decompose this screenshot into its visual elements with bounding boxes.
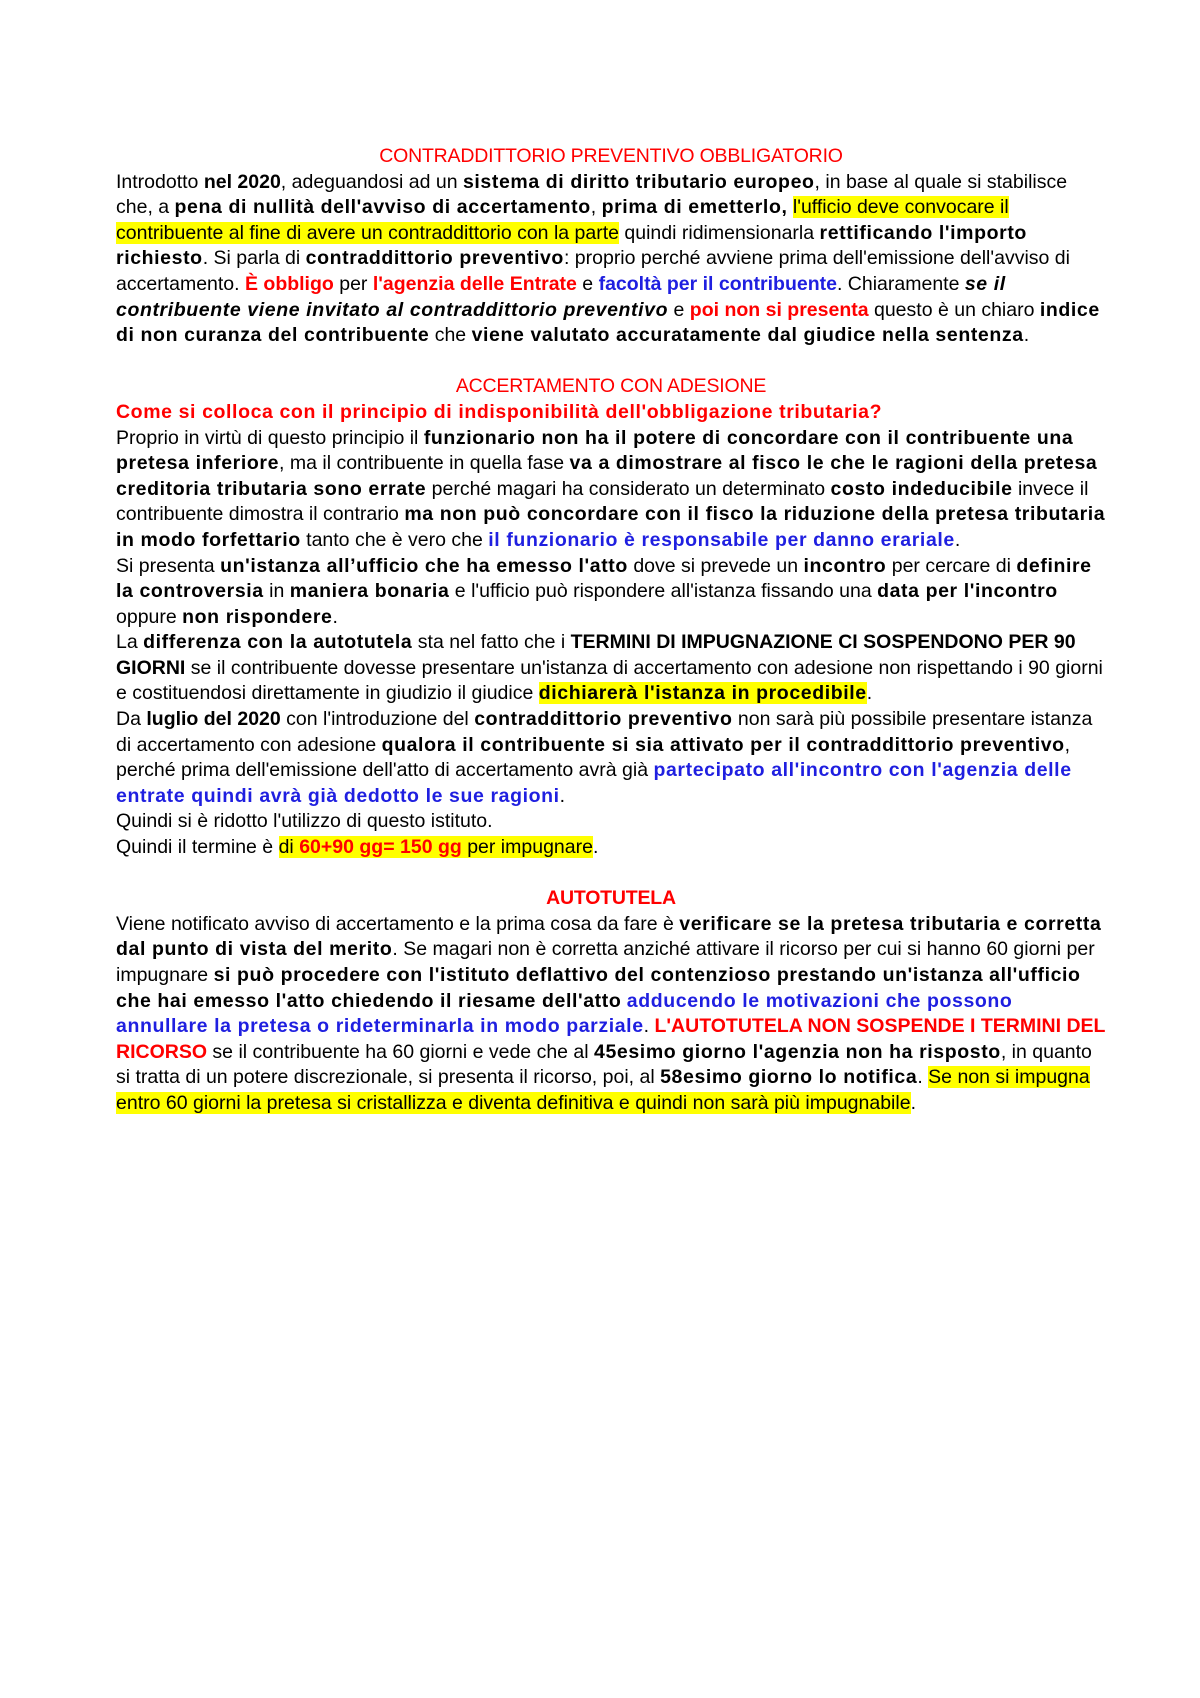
text-run: Come si colloca con il principio di indisponibilità dell'obbligazione tributaria? bbox=[116, 400, 883, 423]
paragraph bbox=[116, 707, 1106, 809]
text-run: Si presenta bbox=[116, 554, 221, 577]
text-run: di bbox=[278, 836, 300, 859]
text-run: il funzionario è responsabile per danno erariale bbox=[488, 528, 955, 551]
text-run: costo indeducibile bbox=[830, 477, 1013, 500]
text-run: contraddittorio preventivo bbox=[474, 708, 733, 731]
paragraph bbox=[116, 426, 1106, 554]
text-run: va a dimostrare al fisco le che le ragioni della pretesa creditoria tributaria sono errate bbox=[116, 452, 1098, 500]
text-run: che bbox=[429, 324, 472, 347]
text-run: Proprio in virtù di questo principio il bbox=[116, 426, 424, 449]
section-paragraphs bbox=[116, 400, 1106, 861]
text-run: poi non si presenta bbox=[689, 298, 869, 321]
section-paragraphs bbox=[116, 912, 1106, 1117]
paragraph bbox=[116, 170, 1106, 349]
text-run: e l'ufficio può rispondere all'istanza fissando una bbox=[449, 580, 878, 603]
text-run: l'agenzia delle Entrate bbox=[372, 272, 577, 295]
text-run: dove si prevede un bbox=[627, 554, 804, 577]
text-run: 45esimo giorno l'agenzia non ha risposto bbox=[594, 1040, 1001, 1063]
text-run: : proprio perché avviene prima dell'emissione dell'avviso di accertamento. bbox=[116, 247, 1070, 295]
text-run: La bbox=[116, 631, 144, 654]
text-run: . bbox=[917, 1066, 929, 1089]
text-run: . bbox=[332, 605, 338, 628]
text-run: in bbox=[263, 580, 290, 603]
paragraph bbox=[116, 400, 1106, 426]
text-run: È obbligo bbox=[244, 272, 334, 295]
text-run: funzionario non ha il potere di concordare con il contribuente una pretesa inferiore bbox=[116, 426, 1074, 475]
section-title: ACCERTAMENTO CON ADESIONE bbox=[455, 375, 767, 398]
text-run: per bbox=[333, 272, 373, 295]
text-run: contraddittorio preventivo bbox=[305, 247, 564, 270]
text-run: Quindi si è ridotto l'utilizzo di questo istituto. bbox=[116, 810, 493, 833]
text-run: L'AUTOTUTELA NON SOSPENDE I TERMINI DEL RICORSO bbox=[116, 1015, 1106, 1063]
section-title: CONTRADDITTORIO PREVENTIVO OBBLIGATORIO bbox=[379, 145, 843, 167]
text-run: si può procedere con l'istituto deflattivo del contenzioso prestando un'istanza all'ufficio che hai emesso l'atto chiedendo il riesame dell'atto bbox=[116, 964, 1081, 1012]
text-run: , bbox=[590, 196, 602, 219]
text-run: qualora il contribuente si sia attivato per il contraddittorio preventivo bbox=[381, 733, 1065, 756]
paragraph bbox=[116, 835, 1106, 861]
text-run: dichiarerà l'istanza in procedibile bbox=[538, 682, 867, 705]
text-run: sistema di diritto tributario europeo bbox=[462, 170, 815, 193]
text-run: . Se magari non è corretta anziché attivare il ricorso per cui si hanno 60 giorni per impugnare bbox=[116, 938, 1095, 986]
paragraph bbox=[116, 809, 1106, 835]
text-run: se il contribuente dovesse presentare un'istanza di accertamento con adesione non rispettando i 90 giorni e costituendosi direttamente in giudizio il giudice bbox=[116, 656, 1103, 705]
text-run: rettificando l'importo richiesto bbox=[116, 221, 1027, 270]
text-run: per impugnare bbox=[461, 836, 593, 859]
text-run: 60+90 gg= 150 gg bbox=[299, 836, 462, 859]
text-run: se il contribuente ha 60 giorni e vede che al bbox=[207, 1040, 595, 1063]
text-run: . Chiaramente bbox=[836, 272, 965, 295]
text-run: prima di emetterlo, bbox=[601, 196, 788, 219]
paragraph bbox=[116, 630, 1106, 707]
text-run: verificare se la pretesa tributaria e corretta dal punto di vista del merito bbox=[116, 912, 1102, 961]
text-run: un'istanza all’ufficio che ha emesso l'atto bbox=[220, 554, 628, 577]
text-run: partecipato all'incontro con l'agenzia delle entrate quindi avrà già dedotto le sue ragioni bbox=[116, 759, 1072, 807]
text-run: . bbox=[643, 1015, 655, 1038]
text-run: . bbox=[954, 528, 961, 551]
text-run: differenza con la autotutela bbox=[143, 631, 413, 654]
text-run: Viene notificato avviso di accertamento e la prima cosa da fare è bbox=[116, 912, 680, 935]
text-run: indice di non curanza del contribuente bbox=[116, 298, 1100, 347]
text-run: , adeguandosi ad un bbox=[280, 170, 463, 193]
text-run: non rispondere bbox=[182, 605, 333, 628]
text-run: e bbox=[576, 272, 599, 295]
text-run: 58esimo giorno lo notifica bbox=[660, 1066, 918, 1089]
text-run: definire la controversia bbox=[116, 554, 1092, 603]
text-run: ma non può concordare con il fisco la riduzione della pretesa tributaria in modo forfettario bbox=[116, 503, 1106, 551]
document-body bbox=[116, 144, 1106, 1117]
text-run: sta nel fatto che i bbox=[412, 631, 571, 654]
text-run: . bbox=[910, 1091, 916, 1114]
text-run: luglio del 2020 bbox=[146, 708, 281, 731]
text-run: incontro bbox=[803, 554, 887, 577]
section-autotutela bbox=[116, 886, 1106, 1116]
text-run: , perché prima dell'emissione dell'atto di accertamento avrà già bbox=[116, 733, 1071, 782]
paragraph bbox=[116, 912, 1106, 1117]
text-run: invece il contribuente dimostra il contrario bbox=[116, 477, 1089, 526]
text-run: oppure bbox=[116, 605, 183, 628]
text-run: perché magari ha considerato un determinato bbox=[426, 477, 831, 500]
text-run: Da bbox=[116, 708, 147, 731]
section-spacer bbox=[116, 349, 1106, 375]
text-run: tanto che è vero che bbox=[300, 528, 489, 551]
section-spacer bbox=[116, 861, 1106, 887]
text-run: viene valutato accuratamente dal giudice nella sentenza bbox=[471, 324, 1024, 347]
text-run: . bbox=[866, 682, 873, 705]
text-run: . Si parla di bbox=[202, 247, 306, 270]
text-run: TERMINI DI IMPUGNAZIONE CI SOSPENDONO PER 90 GIORNI bbox=[116, 631, 1076, 679]
text-run: data per l'incontro bbox=[877, 580, 1058, 603]
text-run: Introdotto bbox=[116, 170, 204, 193]
text-run: facoltà per il contribuente bbox=[598, 272, 837, 295]
text-run: . bbox=[559, 784, 566, 807]
text-run: maniera bonaria bbox=[289, 580, 450, 603]
text-run: . bbox=[1023, 324, 1030, 347]
text-run: questo è un chiaro bbox=[868, 298, 1040, 321]
section-accertamento-adesione bbox=[116, 374, 1106, 860]
text-run: per cercare di bbox=[886, 554, 1017, 577]
text-run: adducendo le motivazioni che possono annullare la pretesa o rideterminarla in modo parziale bbox=[116, 989, 1013, 1038]
text-run: l'ufficio deve convocare il contribuente al fine di avere un contraddittorio con la parte bbox=[116, 196, 1009, 244]
text-run: , ma il contribuente in quella fase bbox=[279, 452, 570, 475]
section-contraddittorio bbox=[116, 144, 1106, 349]
paragraph bbox=[116, 554, 1106, 631]
text-run: se il contribuente viene invitato al contraddittorio preventivo bbox=[116, 272, 1006, 321]
text-run: . bbox=[592, 836, 599, 859]
text-run: nel 2020 bbox=[203, 170, 281, 193]
text-run: e bbox=[668, 298, 690, 321]
text-run: pena di nullità dell'avviso di accertamento bbox=[174, 196, 591, 219]
text-run: , in quanto si tratta di un potere discrezionale, si presenta il ricorso, poi, al bbox=[116, 1040, 1092, 1089]
text-run: non sarà più possibile presentare istanza di accertamento con adesione bbox=[116, 708, 1093, 756]
text-run: con l'introduzione del bbox=[280, 708, 475, 731]
text-run: Quindi il termine è bbox=[116, 836, 279, 859]
text-run: quindi ridimensionarla bbox=[618, 221, 820, 244]
text-run: , in base al quale si stabilisce che, a bbox=[116, 170, 1068, 219]
text-run: Se non si impugna entro 60 giorni la pretesa si cristallizza e diventa definitiva e quindi non sarà più impugnabile bbox=[116, 1066, 1090, 1114]
section-paragraphs bbox=[116, 170, 1106, 349]
section-title: AUTOTUTELA bbox=[546, 887, 676, 910]
